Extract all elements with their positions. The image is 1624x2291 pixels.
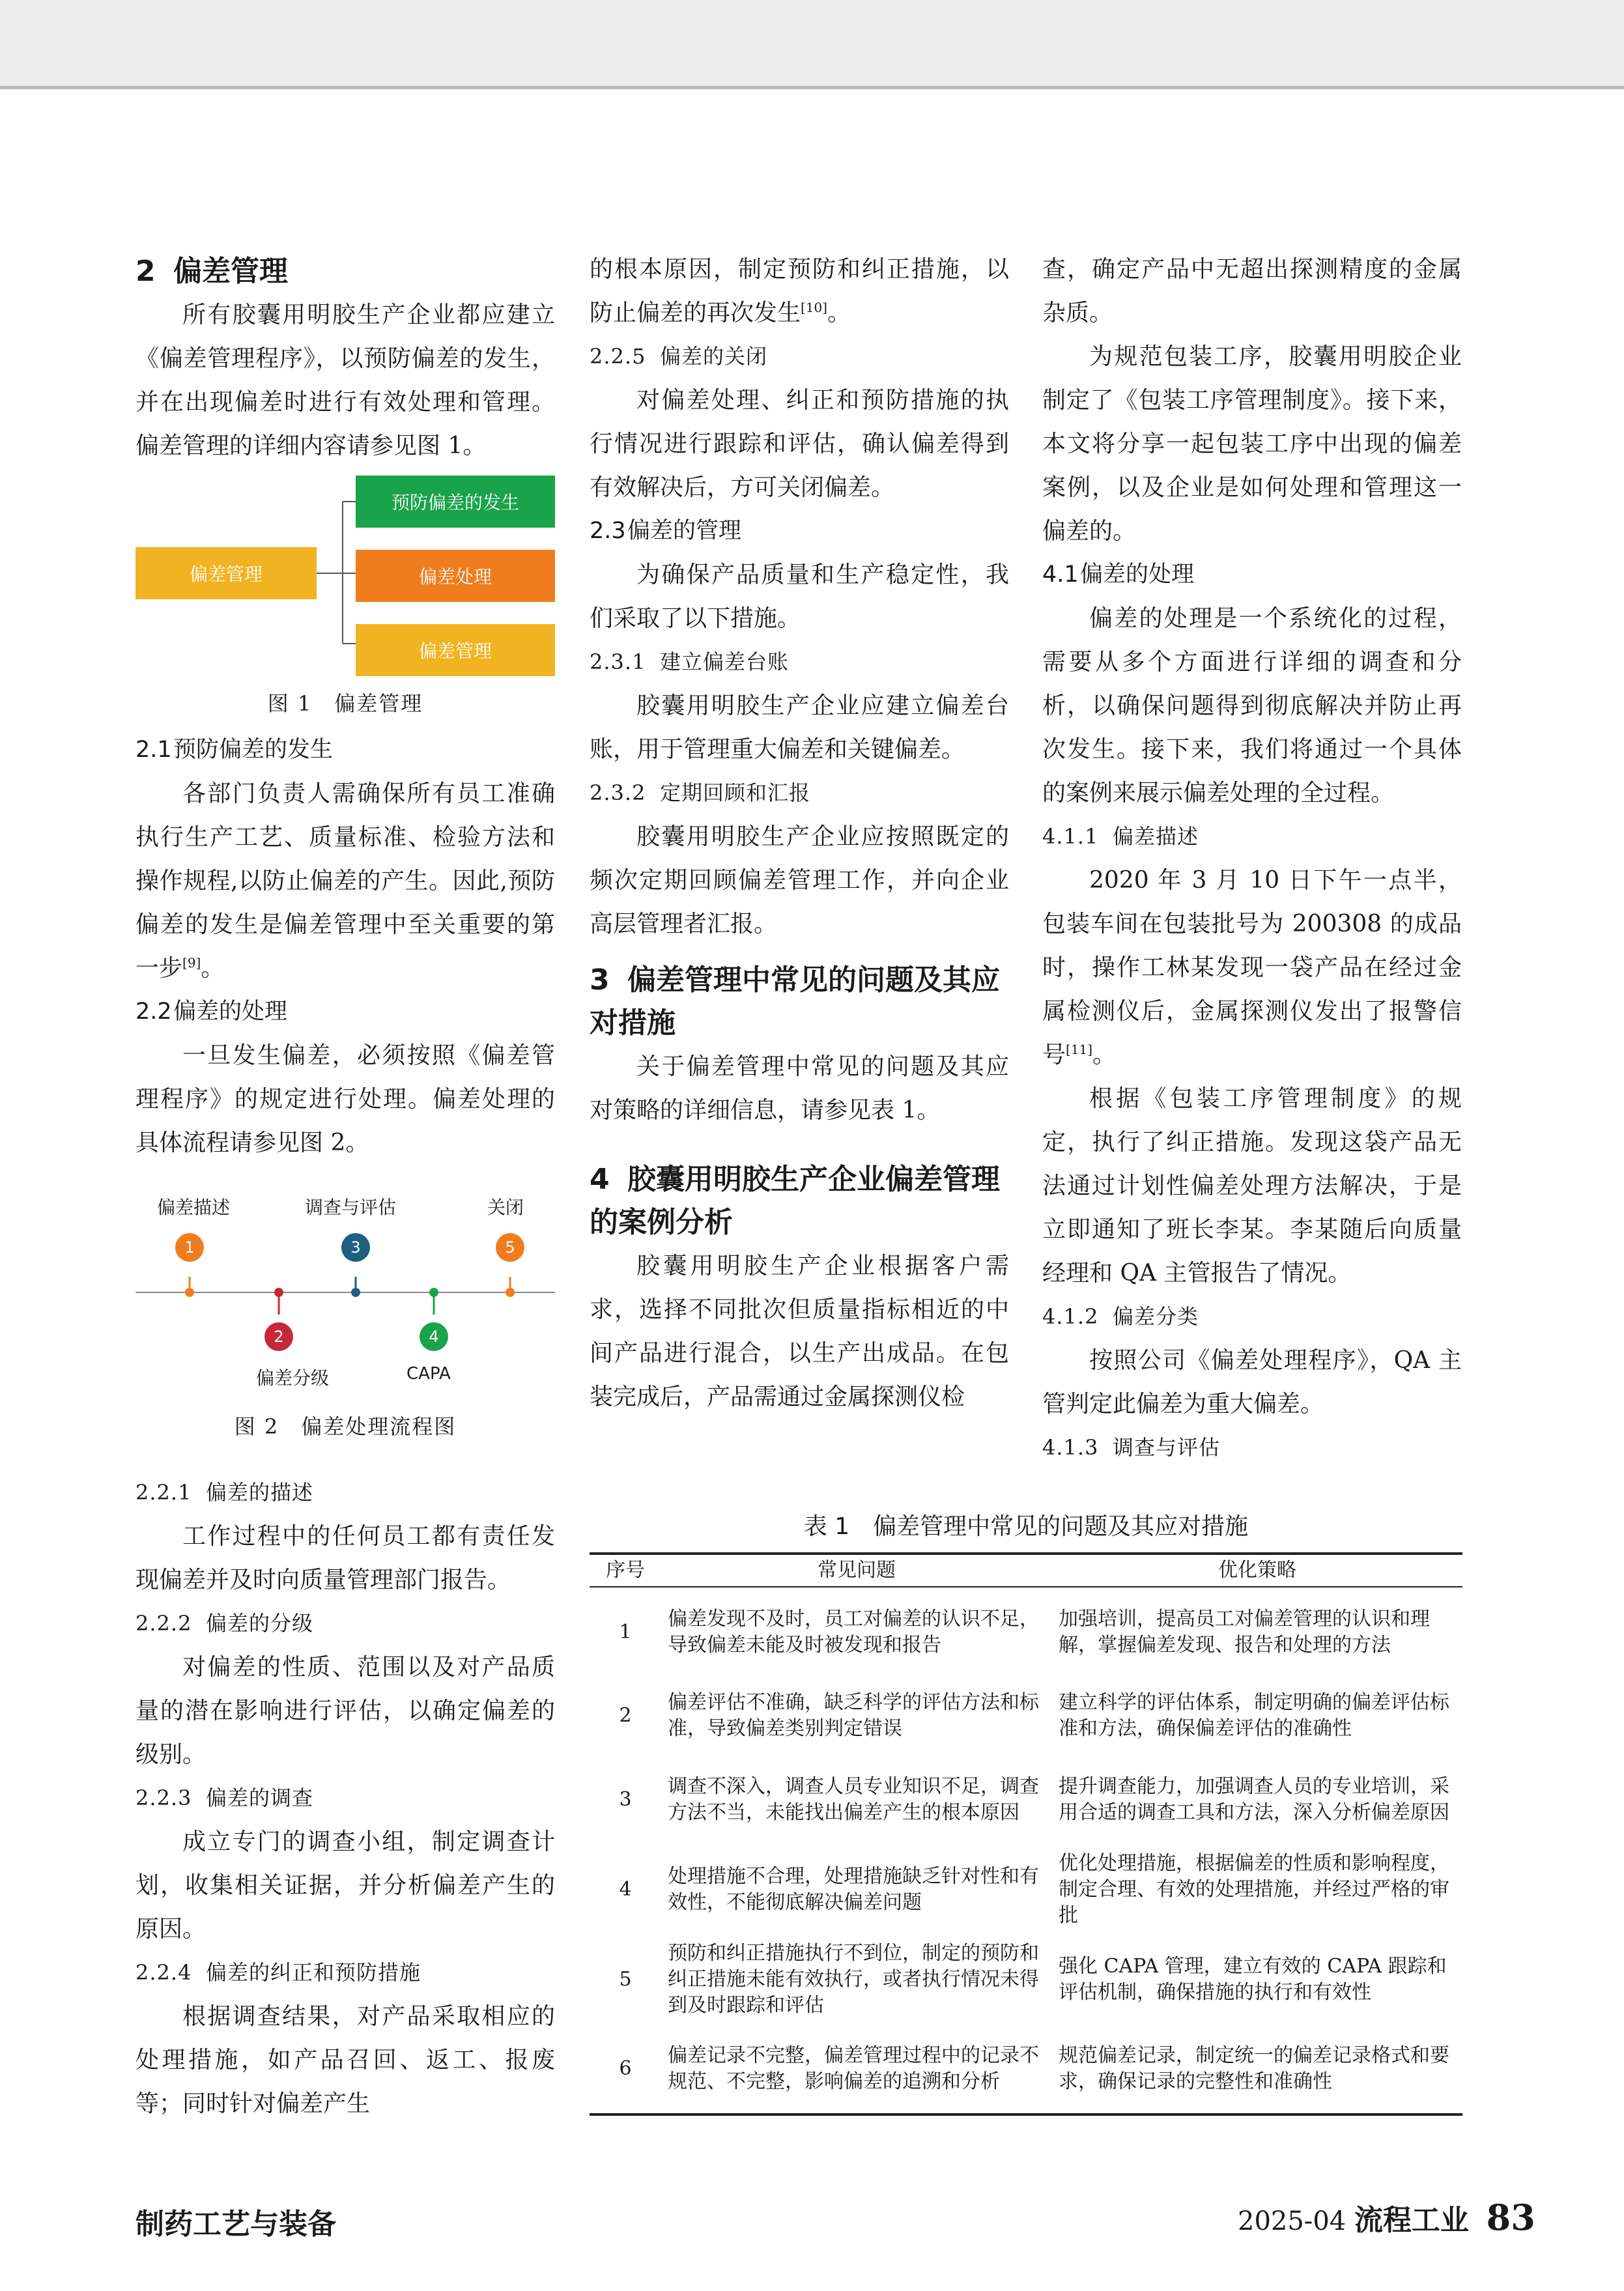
section-2-2-2-paragraph: 对偏差的性质、范围以及对产品质量的潜在影响进行评估，以确定偏差的级别。 — [135, 1654, 555, 1768]
fig2-label-2: 偏差分级 — [256, 1367, 330, 1389]
table-1-title: 表 1 偏差管理中常见的问题及其应对措施 — [803, 1513, 1249, 1540]
table-cell-strategy: 强化 CAPA 管理，建立有效的 CAPA 跟踪和评估机制，确保措施的执行和有效性 — [1059, 1955, 1447, 2004]
fig2-circle-1: 1 — [175, 1233, 204, 1262]
table-row — [590, 1677, 1462, 1755]
column-1-b — [135, 728, 555, 1165]
table-cell-no: 5 — [619, 1968, 632, 1991]
footer-issue: 2025-04 流程工业 83 — [1238, 2197, 1535, 2238]
section-3-heading: 3 偏差管理中常见的问题及其应对措施 — [590, 963, 1000, 1040]
section-4-1-1-paragraph-2: 根据《包装工序管理制度》的规定，执行了纠正措施。发现这袋产品无法通过计划性偏差处理方法解决，于是立即通知了班长李某。李某随后向质量经理和 QA 主管报告了情况。 — [1042, 1085, 1462, 1287]
fig2-circle-4: 4 — [420, 1322, 448, 1351]
section-4-1-2-paragraph: 按照公司《偏差处理程序》，QA 主管判定此偏差为重大偏差。 — [1042, 1347, 1462, 1417]
section-2-3-paragraph: 为确保产品质量和生产稳定性，我们采取了以下措施。 — [590, 562, 1009, 632]
section-4-paragraph: 胶囊用明胶生产企业根据客户需求，选择不同批次但质量指标相近的中间产品进行混合，以生产出成品。在包装完成后，产品需通过金属探测仪检 — [590, 1253, 1009, 1410]
table-header-strategy: 优化策略 — [1052, 1554, 1462, 1587]
table-cell-strategy: 优化处理措施，根据偏差的性质和影响程度，制定合理、有效的处理措施，并经过严格的审批 — [1059, 1852, 1449, 1927]
section-2-2-4-paragraph-cont: 的根本原因，制定预防和纠正措施，以防止偏差的再次发生[10]。 — [590, 256, 1009, 326]
fig1-root-box: 偏差管理 — [135, 547, 317, 599]
table-header-problem: 常见问题 — [661, 1554, 1052, 1587]
table-header-row — [590, 1554, 1462, 1587]
table-cell-no: 6 — [590, 2025, 661, 2114]
footer-journal: 制药工艺与装备 — [135, 2208, 336, 2241]
section-2-2-1-paragraph: 工作过程中的任何员工都有责任发现偏差并及时向质量管理部门报告。 — [135, 1523, 555, 1593]
section-2-heading: 2 偏差管理 — [135, 255, 288, 288]
fig2-label-5: 关闭 — [487, 1197, 524, 1218]
table-cell-no: 3 — [619, 1788, 632, 1811]
section-4-1-paragraph: 偏差的处理是一个系统化的过程，需要从多个方面进行详细的调查和分析，以确保问题得到彻底解决并防止再次发生。接下来，我们将通过一个具体的案例来展示偏差处理的全过程。 — [1042, 605, 1462, 806]
section-4-1-1-paragraph: 2020 年 3 月 10 日下午一点半，包装车间在包装批号为 200308 的成品时，操作工林某发现一袋产品在经过金属检测仪后，金属探测仪发出了报警信号[11]。 — [1042, 867, 1462, 1068]
section-2-2-5-paragraph: 对偏差处理、纠正和预防措施的执行情况进行跟踪和评估，确认偏差得到有效解决后，方可关闭偏差。 — [590, 387, 1009, 501]
table-row — [590, 1845, 1462, 1935]
section-4-heading: 4 胶囊用明胶生产企业偏差管理的案例分析 — [590, 1163, 1000, 1239]
column-3 — [1042, 248, 1462, 1470]
section-4-paragraph-cont: 查，确定产品中无超出探测精度的金属杂质。 — [1042, 256, 1462, 326]
section-4-1-1-heading: 4.1.1 偏差描述 — [1042, 824, 1199, 849]
section-2-3-2-heading: 2.3.2 定期回顾和汇报 — [590, 780, 811, 805]
table-cell-no: 4 — [619, 1878, 632, 1901]
fig2-label-3: 调查与评估 — [305, 1197, 397, 1218]
fig2-circle-3: 3 — [341, 1233, 370, 1262]
table-cell-strategy: 加强培训，提高员工对偏差管理的认识和理解，掌握偏差发现、报告和处理的方法 — [1059, 1607, 1430, 1657]
table-cell-problem: 预防和纠正措施执行不到位，制定的预防和纠正措施未能有效执行，或者执行情况未得到及时跟踪和评估 — [668, 1942, 1039, 2017]
section-2-2-heading: 2.2偏差的处理 — [135, 999, 288, 1025]
fig1-branch-manage: 偏差管理 — [356, 624, 555, 676]
table-cell-strategy: 规范偏差记录，制定统一的偏差记录格式和要求，确保记录的完整性和准确性 — [1052, 2025, 1462, 2114]
table-row — [590, 1755, 1462, 1845]
section-2-paragraph: 所有胶囊用明胶生产企业都应建立《偏差管理程序》，以预防偏差的发生，并在出现偏差时进行有效处理和管理。偏差管理的详细内容请参见图 1。 — [135, 302, 555, 459]
section-4-1-heading: 4.1偏差的处理 — [1042, 562, 1195, 588]
table-cell-strategy: 建立科学的评估体系，制定明确的偏差评估标准和方法，确保偏差评估的准确性 — [1059, 1691, 1449, 1740]
section-2-2-4-heading: 2.2.4 偏差的纠正和预防措施 — [135, 1960, 421, 1985]
footer-magazine: 流程工业 — [1354, 2204, 1469, 2237]
section-2-2-3-heading: 2.2.3 偏差的调查 — [135, 1786, 314, 1810]
fig1-branch-handle: 偏差处理 — [356, 550, 555, 602]
section-2-1-paragraph: 各部门负责人需确保所有员工准确执行生产工艺、质量标准、检验方法和操作规程,以防止偏差的产生。因此,预防偏差的发生是偏差管理中至关重要的第一步[9]。 — [135, 780, 555, 982]
section-2-3-2-paragraph: 胶囊用明胶生产企业应按照既定的频次定期回顾偏差管理工作，并向企业高层管理者汇报。 — [590, 823, 1009, 937]
section-2-2-4-paragraph: 根据调查结果，对产品采取相应的处理措施，如产品召回、返工、报废等；同时针对偏差产生 — [135, 2003, 555, 2117]
table-cell-problem: 偏差评估不准确，缺乏科学的评估方法和标准，导致偏差类别判定错误 — [668, 1691, 1039, 1740]
fig2-label-4: CAPA — [406, 1364, 451, 1384]
top-bar — [0, 0, 1624, 89]
section-2-2-2-heading: 2.2.2 偏差的分级 — [135, 1611, 314, 1636]
table-cell-problem: 调查不深入，调查人员专业知识不足，调查方法不当，未能找出偏差产生的根本原因 — [668, 1775, 1039, 1824]
table-row — [590, 1587, 1462, 1677]
table-cell-problem: 偏差发现不及时，员工对偏差的认识不足，导致偏差未能及时被发现和报告 — [668, 1607, 1039, 1657]
section-2-2-paragraph: 一旦发生偏差，必须按照《偏差管理程序》的规定进行处理。偏差处理的具体流程请参见图 2。 — [135, 1042, 555, 1156]
section-2-3-heading: 2.3偏差的管理 — [590, 518, 742, 544]
fig1-branch-prevent: 预防偏差的发生 — [356, 476, 555, 528]
table-row — [590, 2025, 1462, 2114]
figure-2-caption: 图 2 偏差处理流程图 — [234, 1414, 457, 1439]
column-1 — [135, 250, 555, 468]
column-2 — [590, 248, 1009, 1419]
section-4-1-3-heading: 4.1.3 调查与评估 — [1042, 1435, 1221, 1460]
section-4-paragraph-2: 为规范包装工序，胶囊用明胶企业制定了《包装工序管理制度》。接下来，本文将分享一起包装工序中出现的偏差案例，以及企业是如何处理和管理这一偏差的。 — [1042, 343, 1462, 545]
table-cell-problem: 偏差记录不完整，偏差管理过程中的记录不规范、不完整，影响偏差的追溯和分析 — [661, 2025, 1052, 2114]
section-2-2-1-heading: 2.2.1 偏差的描述 — [135, 1480, 314, 1505]
section-2-1-heading: 2.1预防偏差的发生 — [135, 737, 334, 763]
section-3-paragraph: 关于偏差管理中常见的问题及其应对策略的详细信息，请参见表 1。 — [590, 1053, 1009, 1124]
section-2-3-1-paragraph: 胶囊用明胶生产企业应建立偏差台账，用于管理重大偏差和关键偏差。 — [590, 692, 1009, 763]
table-1 — [590, 1552, 1462, 2116]
fig2-label-1: 偏差描述 — [157, 1197, 231, 1218]
fig2-circle-2: 2 — [264, 1322, 293, 1351]
table-cell-no: 1 — [619, 1620, 632, 1644]
figure-1-caption: 图 1 偏差管理 — [267, 691, 423, 716]
section-2-2-3-paragraph: 成立专门的调查小组，制定调查计划，收集相关证据，并分析偏差产生的原因。 — [135, 1829, 555, 1942]
page-number: 83 — [1486, 2197, 1535, 2238]
section-2-2-5-heading: 2.2.5 偏差的关闭 — [590, 344, 768, 369]
table-cell-strategy: 提升调查能力，加强调查人员的专业培训，采用合适的调查工具和方法，深入分析偏差原因 — [1059, 1775, 1449, 1824]
section-2-3-1-heading: 2.3.1 建立偏差台账 — [590, 649, 790, 674]
table-header-no: 序号 — [590, 1554, 661, 1587]
table-cell-no: 2 — [619, 1704, 632, 1727]
table-cell-problem: 处理措施不合理，处理措施缺乏针对性和有效性，不能彻底解决偏差问题 — [668, 1865, 1039, 1914]
table-row — [590, 1935, 1462, 2025]
section-4-1-2-heading: 4.1.2 偏差分类 — [1042, 1304, 1199, 1329]
column-1-c — [135, 1471, 555, 2126]
fig2-circle-5: 5 — [496, 1233, 524, 1262]
